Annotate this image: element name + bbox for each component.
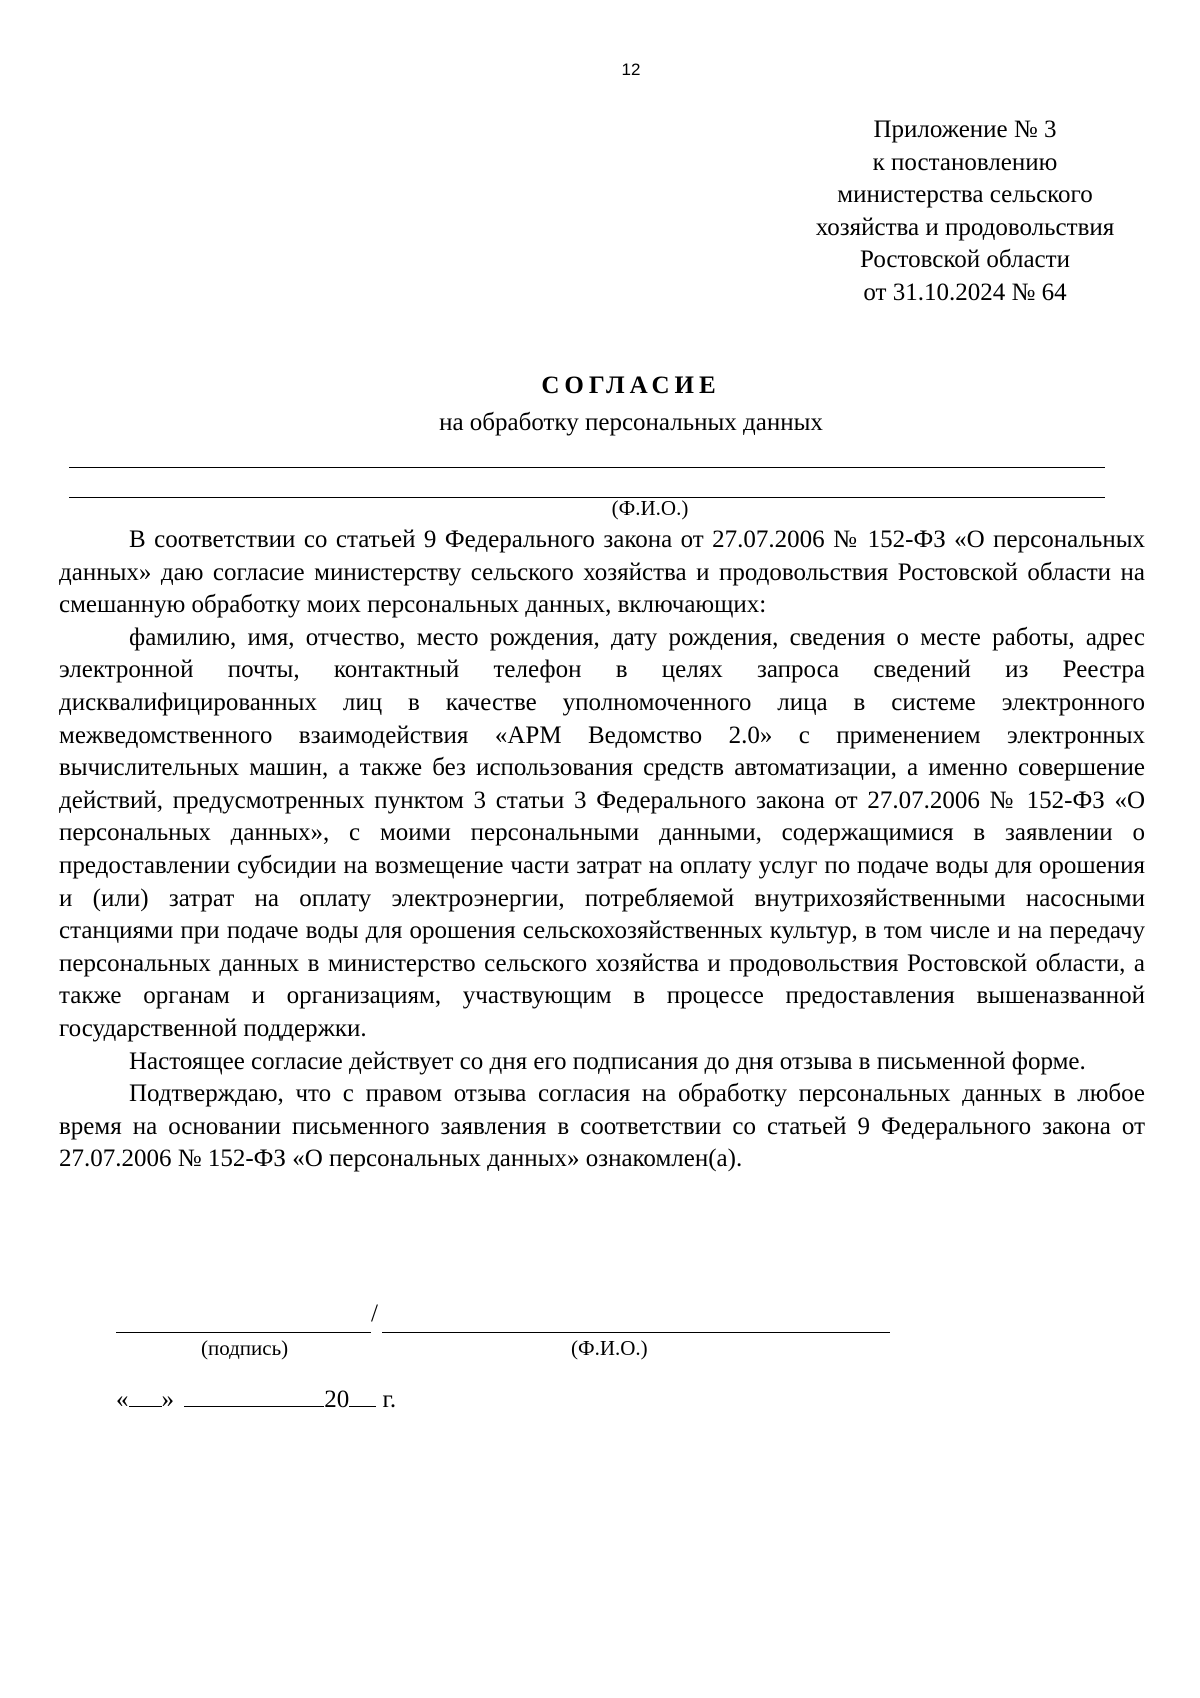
page-number: 12 xyxy=(621,60,641,79)
paragraph: Настоящее согласие действует со дня его подписания до дня отзыва в письменной форме. xyxy=(129,1047,1086,1075)
signature-caption: (подпись) xyxy=(201,1336,289,1360)
day-blank xyxy=(129,1406,162,1407)
consent-body xyxy=(59,524,1145,1176)
year-blank xyxy=(349,1406,376,1407)
appendix-line: Ростовской области xyxy=(860,246,1070,274)
paragraph: Подтверждаю, что с правом отзыва согласия на обработку персональных данных в любое время на основании письменного заявления в соответствии со статьей 9 Федерального закона от 27.07.2006 № 152-ФЗ «О персональных данных» ознакомлен(а). xyxy=(59,1080,1145,1173)
document-title: СОГЛАСИЕ xyxy=(541,372,721,399)
appendix-line: министерства сельского xyxy=(837,181,1093,209)
fio-fill-line xyxy=(69,467,1105,468)
signature-separator: / xyxy=(371,1300,378,1327)
appendix-line: Приложение № 3 xyxy=(873,116,1057,143)
date-line xyxy=(116,1386,396,1414)
year-suffix: г. xyxy=(382,1386,397,1413)
appendix-line: от 31.10.2024 № 64 xyxy=(863,278,1067,306)
appendix-line: к постановлению xyxy=(872,148,1058,176)
signature-line xyxy=(116,1332,371,1333)
month-blank xyxy=(184,1406,324,1407)
fio-signature-line xyxy=(382,1332,890,1333)
paragraph: В соответствии со статьей 9 Федерального закона от 27.07.2006 № 152-ФЗ «О персональных данных» даю согласие министерству сельского хозяйства и продовольствия Ростовской области на смешанную обработку моих персональных данных, включающих: xyxy=(59,526,1145,619)
fio-signature-caption: (Ф.И.О.) xyxy=(571,1336,648,1360)
document-subtitle: на обработку персональных данных xyxy=(439,409,823,436)
date-close-quote: » xyxy=(161,1386,174,1413)
paragraph: фамилию, имя, отчество, место рождения, дату рождения, сведения о месте работы, адрес электронной почты, контактный телефон в целях запроса сведений из Реестра дисквалифицированных лиц в качестве уполномоченного лица в системе электронного межведомственного взаимодействия «АРМ Ведомство 2.0» с применением электронных вычислительных машин, а также без использования средств автоматизации, а именно совершение действий, предусмотренных пунктом 3 статьи 3 Федерального закона от 27.07.2006 № 152-ФЗ «О персональных данных», с моими персональными данными, содержащимися в заявлении о предоставлении субсидии на возмещение части затрат на оплату услуг по подаче воды для орошения и (или) затрат на оплату электроэнергии, потребляемой внутрихозяйственными насосными станциями при подаче воды для орошения сельскохозяйственных культур, в том числе и на передачу персональных данных в министерство сельского хозяйства и продовольствия Ростовской области, а также органам и организациям, участвующим в процессе предоставления вышеназванной государственной поддержки. xyxy=(59,623,1145,1042)
year-prefix: 20 xyxy=(324,1386,350,1413)
appendix-line: хозяйства и продовольствия xyxy=(815,213,1115,241)
appendix-block xyxy=(740,114,1190,310)
fio-caption: (Ф.И.О.) xyxy=(611,496,689,520)
date-open-quote: « xyxy=(116,1386,129,1413)
